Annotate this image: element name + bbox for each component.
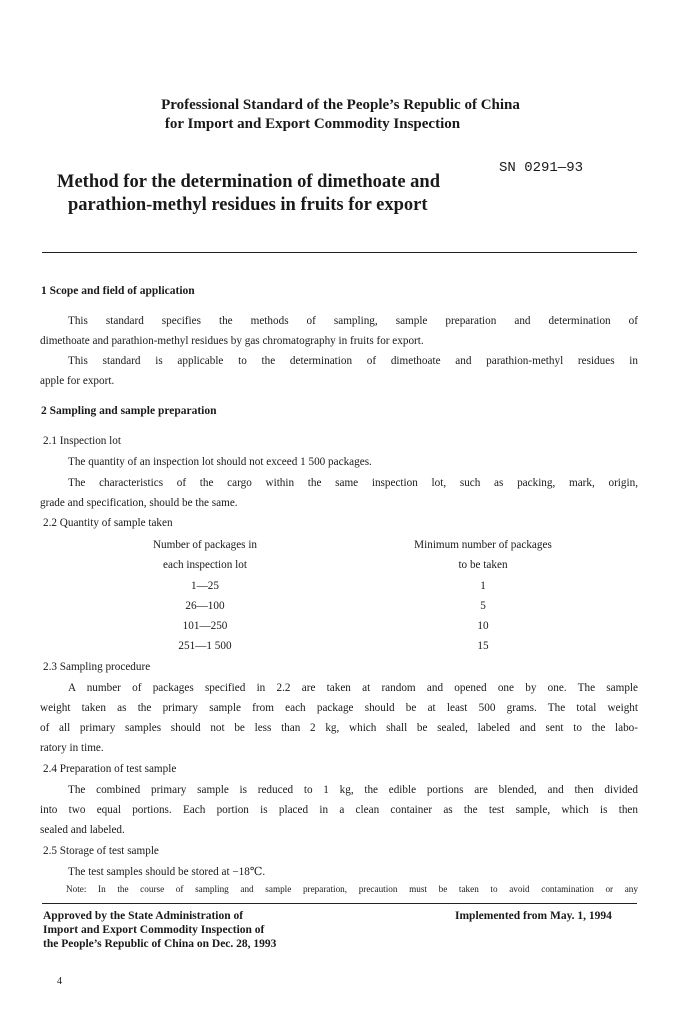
section-2-1-para2-line2: grade and specification, should be the same. — [40, 497, 238, 509]
section-2-5-line1: The test samples should be stored at −18℃. — [68, 866, 266, 878]
section-1-para1-line2: dimethoate and parathion-methyl residues by gas chromatography in fruits for export. — [40, 335, 424, 347]
title-divider — [42, 252, 637, 253]
section-2-heading: 2 Sampling and sample preparation — [41, 405, 217, 417]
table-row-range: 1—25 — [191, 580, 219, 592]
section-2-3-line3: of all primary samples should not be less than 2 kg, which shall be sealed, labeled and sent to the labo- — [40, 722, 638, 734]
section-1-para2-line1: This standard is applicable to the determination of dimethoate and parathion-methyl residues in — [68, 355, 638, 367]
section-2-1-para2-line1: The characteristics of the cargo within the same inspection lot, such as packing, mark, origin, — [68, 477, 638, 489]
table-col2-header-line1: Minimum number of packages — [414, 539, 552, 551]
table-row-min: 5 — [480, 600, 486, 612]
approved-by-line2: Import and Export Commodity Inspection of — [43, 924, 265, 936]
table-row-range: 26—100 — [185, 600, 225, 612]
standard-header-line2: for Import and Export Commodity Inspection — [164, 116, 461, 132]
table-row-range: 101—250 — [182, 620, 228, 632]
standard-code: SN 0291—93 — [499, 160, 584, 176]
table-row-min: 15 — [477, 640, 489, 652]
standard-header-line1: Professional Standard of the People’s Republic of China — [161, 97, 520, 113]
implemented-date: Implemented from May. 1, 1994 — [455, 910, 612, 922]
section-2-3-line2: weight taken as the primary sample from each package should be at least 500 grams. The total weight — [40, 702, 638, 714]
table-row-min: 1 — [480, 580, 486, 592]
page-number: 4 — [57, 976, 62, 987]
section-2-4-heading: 2.4 Preparation of test sample — [43, 763, 177, 775]
section-2-3-heading: 2.3 Sampling procedure — [43, 661, 151, 673]
section-2-3-line1: A number of packages specified in 2.2 are taken at random and opened one by one. The sample — [68, 682, 638, 694]
section-1-heading: 1 Scope and field of application — [41, 285, 195, 297]
approved-by-line1: Approved by the State Administration of — [43, 910, 244, 922]
section-2-1-para1: The quantity of an inspection lot should not exceed 1 500 packages. — [68, 456, 372, 468]
section-2-2-heading: 2.2 Quantity of sample taken — [43, 517, 173, 529]
document-title-line1: Method for the determination of dimethoate and — [57, 172, 440, 192]
section-2-3-line4: ratory in time. — [40, 742, 104, 754]
table-col1-header-line2: each inspection lot — [163, 559, 247, 571]
section-2-1-heading: 2.1 Inspection lot — [43, 435, 121, 447]
section-2-5-note: Note: In the course of sampling and sample preparation, precaution must be taken to avoid contamination or any — [66, 884, 638, 894]
table-col2-header-line2: to be taken — [458, 559, 508, 571]
table-row-range: 251—1 500 — [178, 640, 232, 652]
section-1-para1-line1: This standard specifies the methods of sampling, sample preparation and determination of — [68, 315, 638, 327]
section-1-para2-line2: apple for export. — [40, 375, 115, 387]
table-col1-header-line1: Number of packages in — [152, 539, 258, 551]
section-2-4-line2: into two equal portions. Each portion is placed in a clean container as the test sample, which is then — [40, 804, 638, 816]
section-2-4-line1: The combined primary sample is reduced to 1 kg, the edible portions are blended, and then divided — [68, 784, 638, 796]
footer-divider — [42, 903, 637, 904]
section-2-4-line3: sealed and labeled. — [40, 824, 125, 836]
approved-by-line3: the People’s Republic of China on Dec. 28, 1993 — [43, 938, 277, 950]
document-title-line2: parathion-methyl residues in fruits for export — [68, 195, 428, 215]
section-2-5-heading: 2.5 Storage of test sample — [43, 845, 159, 857]
table-row-min: 10 — [477, 620, 489, 632]
